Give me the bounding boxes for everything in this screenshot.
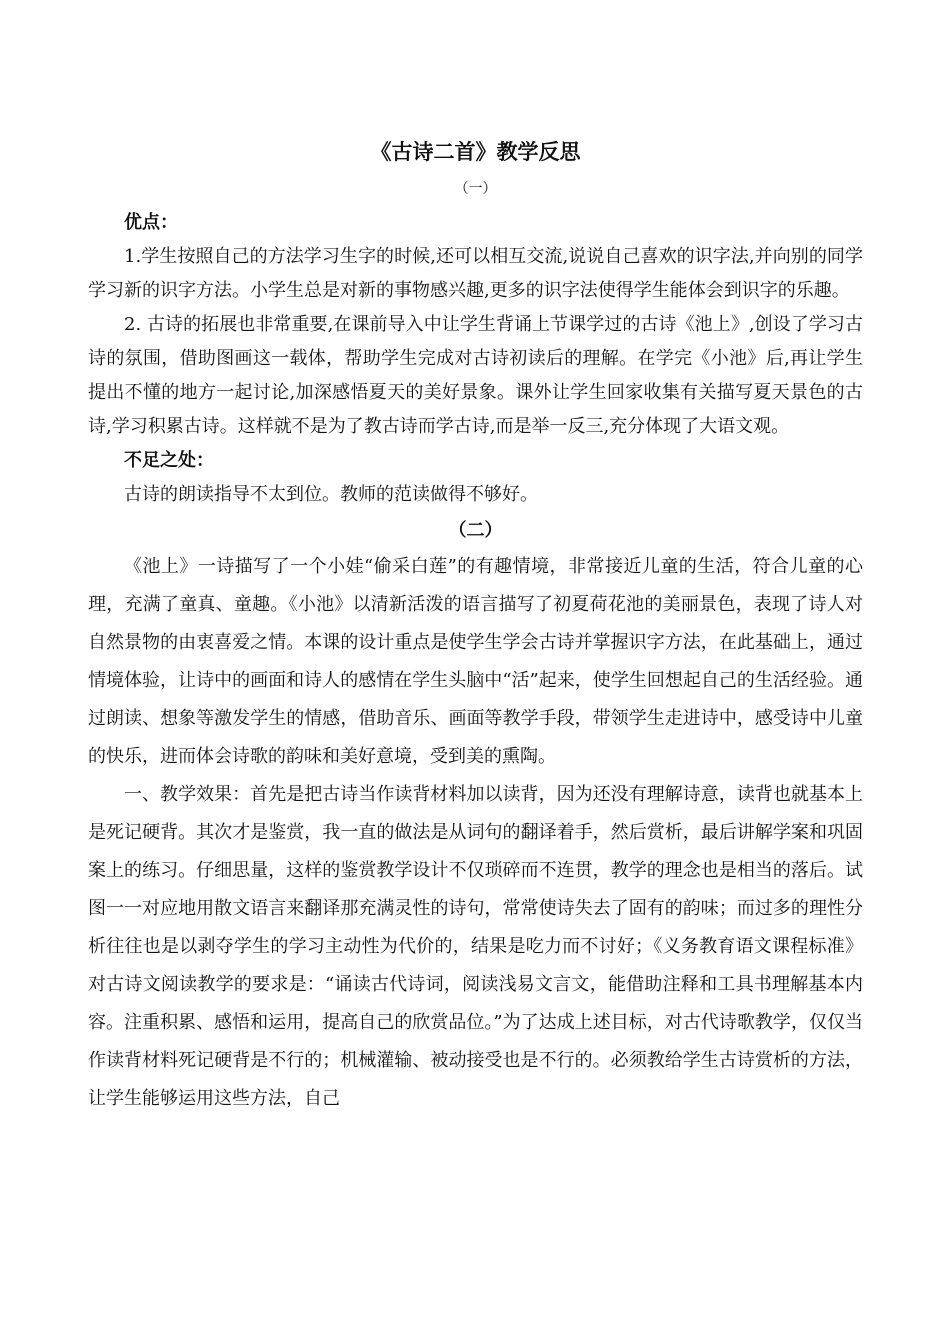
shortcomings-heading: 不足之处： (124, 450, 214, 471)
advantage-point-1: 1.学生按照自己的方法学习生字的时候,还可以相互交流,说说自己喜欢的识字法,并向别的同学学习新的识字方法。小学生总是对新的事物感兴趣,更多的识字法使得学生能体会到识字的乐趣。 (88, 246, 863, 301)
document-page (88, 118, 863, 1118)
advantage-point-2: 2. 古诗的拓展也非常重要,在课前导入中让学生背诵上节课学过的古诗《池上》,创设了学习古诗的氛围，借助图画这一载体，帮助学生完成对古诗初读后的理解。在学完《小池》后,再让学生提出不懂的地方一起讨论,加深感悟夏天的美好景象。课外让学生回家收集有关描写夏天景色的古诗,学习积累古诗。这样就不是为了教古诗而学古诗,而是举一反三,充分体现了大语文观。 (88, 314, 863, 437)
teaching-effect-paragraph: 一、教学效果：首先是把古诗当作读背材料加以读背，因为还没有理解诗意，读背也就基本上是死记硬背。其次才是鉴赏，我一直的做法是从词句的翻译着手，然后赏析，最后讲解学案和巩固案上的练习。仔细思量，这样的鉴赏教学设计不仅琐碎而不连贯，教学的理念也是相当的落后。试图一一对应地用散文语言来翻译那充满灵性的诗句，常常使诗失去了固有的韵味；而过多的理性分析往往也是以剥夺学生的学习主动性为代价的，结果是吃力而不讨好；《义务教育语文课程标准》对古诗文阅读教学的要求是：“诵读古代诗词，阅读浅易文言文，能借助注释和工具书理解基本内容。注重积累、感悟和运用，提高自己的欣赏品位。”为了达成上述目标，对古代诗歌教学，仅仅当作读背材料死记硬背是不行的；机械灌输、被动接受也是不行的。必须教给学生古诗赏析的方法，让学生能够运用这些方法，自己 (88, 784, 863, 1109)
section-two-label: （二） (448, 520, 503, 541)
shortcoming-text: 古诗的朗读指导不太到位。教师的范读做得不够好。 (124, 484, 538, 505)
advantages-heading: 优点： (124, 212, 178, 233)
section-one-label: （一） (454, 181, 497, 197)
section-two-intro: 《池上》一诗描写了一个小娃“偷采白莲”的有趣情境，非常接近儿童的生活，符合儿童的心理，充满了童真、童趣。《小池》以清新活泼的语言描写了初夏荷花池的美丽景色，表现了诗人对自然景物的由衷喜爱之情。本课的设计重点是使学生学会古诗并掌握识字方法，在此基础上，通过情境体验，让诗中的画面和诗人的感情在学生头脑中“活”起来，使学生回想起自己的生活经验。通过朗读、想象等激发学生的情感，借助音乐、画面等教学手段，带领学生走进诗中，感受诗中儿童的快乐，进而体会诗歌的韵味和美好意境，受到美的熏陶。 (88, 556, 863, 767)
document-title: 《古诗二首》教学反思 (370, 139, 581, 164)
